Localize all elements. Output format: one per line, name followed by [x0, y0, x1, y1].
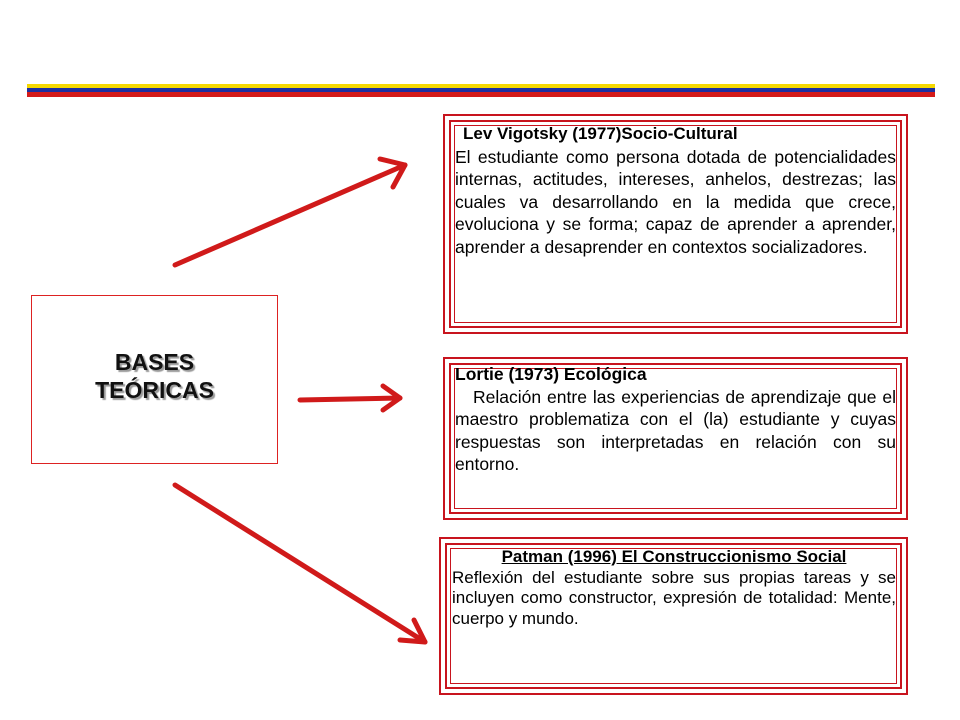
card2-text: [455, 363, 896, 476]
card2-heading: Lortie (1973) Ecológica: [455, 364, 647, 384]
main-title-line2: TEÓRICAS: [95, 377, 214, 403]
card3-heading: Patman (1996) El Construccionismo Social: [501, 547, 847, 566]
card2-body: Relación entre las experiencias de aprendizaje que el maestro problematiza con el (la) estudiante y cuyas respuestas son interpretadas en relación con su entorno.: [455, 386, 896, 475]
arrow-to-card1: [175, 165, 405, 265]
card1-heading: Lev Vigotsky (1977)Socio-Cultural: [463, 124, 738, 143]
main-title-line1: BASES: [114, 349, 195, 375]
card1-body: El estudiante como persona dotada de potencialidades internas, actitudes, intereses, anhelos, destrezas; las cuales va desarrollando en la medida que crece, evoluciona y se forma; capaz de aprender a aprender, aprender a desaprender en contextos socializadores.: [455, 146, 896, 257]
card3-text: [452, 547, 896, 629]
card3-body: Reflexión del estudiante sobre sus propias tareas y se incluyen como constructor, expresión de totalidad: Mente, cuerpo y mundo.: [452, 567, 896, 628]
arrow-to-card2: [300, 398, 400, 400]
card1-text: [455, 123, 896, 259]
arrow-to-card3: [175, 485, 425, 642]
